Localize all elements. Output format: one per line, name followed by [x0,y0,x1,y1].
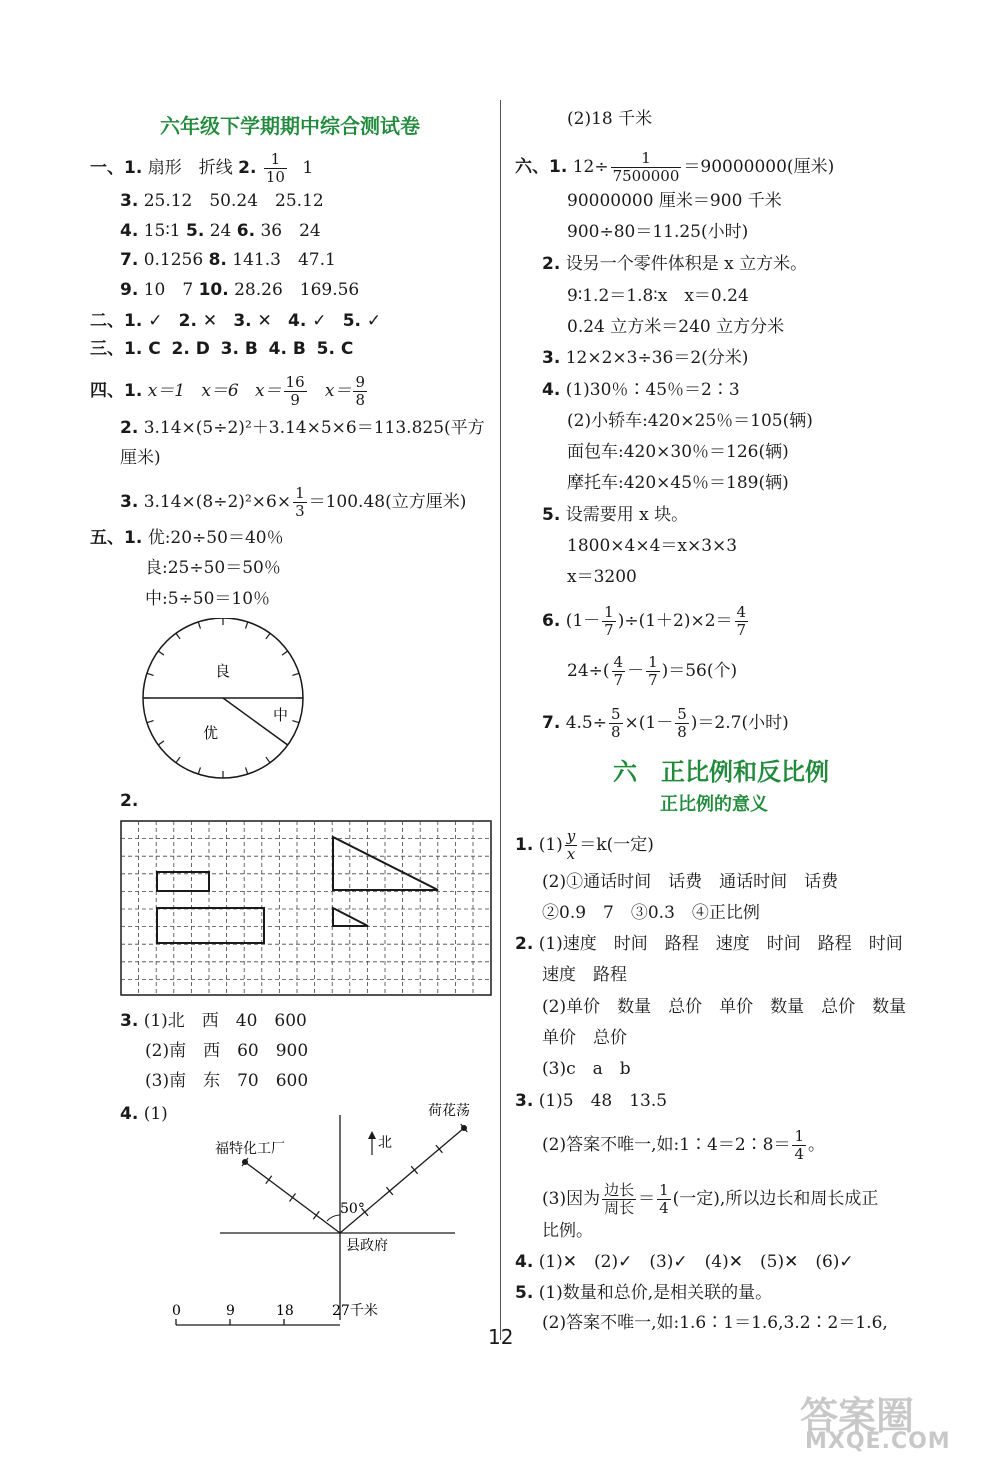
large-rectangle [157,908,264,943]
s5-row3-l2: (2)南 西 60 900 [145,1041,309,1061]
q5-row2: (2)答案不唯一,如:1.6∶1＝1.6,3.2∶2＝1.6, [542,1313,888,1333]
r6-row1-l2: 90000000 厘米＝900 千米 [567,191,782,211]
q1-row1: 1. (1) $\frac{y}{x}$ ＝k(一定) [515,827,654,863]
r6-row1-l3: 900÷80＝11.25(小时) [567,222,749,242]
s5-row1-l2: 良:25÷50＝50％ [145,558,281,578]
small-triangle [333,908,368,926]
s5-row4: 4. (1) [120,1104,168,1124]
angle-label: 50° [340,1201,365,1217]
s1-row1: 一、1. 扇形 折线 2. $\frac{1}{10}$ 1 [90,150,314,186]
r6-row5: 5. 设需要用 x 块。 [542,505,689,525]
r6-row4-l2: (2)小轿车:420×25％＝105(辆) [567,411,813,431]
pie-label-mid: 中 [273,706,289,724]
r6-row3: 3. 12×2×3÷36＝2(分米) [542,348,749,368]
s4-row2b: 厘米) [120,448,161,468]
q2-row4: 单价 总价 [542,1028,627,1048]
lotus-label: 荷花荡 [428,1103,470,1119]
s4-row3: 3. 3.14×(8÷2)²×6× $\frac{1}{3}$ ＝100.48(立方厘米) [120,484,467,520]
chapter-subtitle: 正比例的意义 [660,794,768,815]
column-divider [500,100,501,1340]
s5-row3: 3. (1)北 西 40 600 [120,1011,307,1031]
small-rectangle [157,872,209,891]
s5-row1-l3: 中:5÷50＝10％ [145,589,271,609]
s5-row1: 五、1. 优:20÷50＝40％ [90,528,284,548]
r6-row5-l2: 1800×4×4＝x×3×3 [567,536,738,556]
fraction: $\frac{1}{10}$ [265,150,285,186]
s5-row3-l3: (3)南 东 70 600 [145,1071,309,1091]
chapter-title: 六 正比例和反比例 [613,758,829,786]
svg-text:9: 9 [226,1303,235,1319]
gov-label: 县政府 [346,1238,388,1254]
q2-row3: (2)单价 数量 总价 单价 数量 总价 数量 [542,997,907,1017]
r6-row2: 2. 设另一个零件体积是 x 立方米。 [542,254,808,274]
r6-row1: 六、1. 12÷ $\frac{1}{7500000}$ ＝90000000(厘米) [515,149,835,185]
s1-row7: 7. 0.1256 8. 141.3 47.1 [120,250,336,270]
north-label: 北 [378,1135,392,1151]
s3-row: 三、1. C 2. D 3. B 4. B 5. C [90,339,354,359]
q1-row3: ②0.9 7 ③0.3 ④正比例 [542,903,760,923]
r6-row4-l4: 摩托车:420×45％＝189(辆) [567,473,789,493]
q3-row2: (2)答案不唯一,如:1∶4＝2∶8＝ $\frac{1}{4}$ 。 [542,1127,826,1163]
right-top-line: (2)18 千米 [567,109,653,129]
watermark-logo: 答案圈 MXQE.COM [800,1394,951,1454]
r6-row6b: 24÷( $\frac{4}{7}$ － $\frac{1}{7}$ )＝56(个) [567,653,738,689]
svg-text:27千米: 27千米 [332,1303,378,1319]
r6-row2-l3: 0.24 立方米＝240 立方分米 [567,317,785,337]
page-number: 12 [488,1325,514,1349]
pie-chart [135,618,315,788]
q3-row3: (3)因为 $\frac{\text{边长}}{\text{周长}}$ ＝ $\frac{1}{4}$ (一定),所以边长和周长成正 [542,1181,879,1217]
pie-label-good: 良 [215,662,231,680]
s5-row2: 2. [120,791,139,811]
q2-row2: 速度 路程 [542,965,627,985]
q3-row4: 比例。 [542,1221,593,1241]
large-triangle [333,837,438,890]
s4-row2: 2. 3.14×(5÷2)²＋3.14×5×6＝113.825(平方 [120,418,485,438]
svg-text:0: 0 [172,1303,181,1319]
s1-row4: 4. 15∶1 5. 24 6. 36 24 [120,221,321,241]
pie-label-excellent: 优 [203,724,219,742]
r6-row5-l3: x＝3200 [567,567,637,587]
r6-row6a: 6. (1－ $\frac{1}{7}$ )÷(1＋2)×2＝ $\frac{4}{7}$ [542,603,747,639]
s4-row1: 四、1. x＝1 x＝6 x＝ $\frac{16}{9}$ x＝ $\frac{9}{8}$ [90,373,365,409]
r6-row4: 4. (1)30％∶45％＝2∶3 [542,380,740,400]
q5-row1: 5. (1)数量和总价,是相关联的量。 [515,1283,773,1303]
r6-row7: 7. 4.5÷ $\frac{5}{8}$ ×(1－ $\frac{5}{8}$ )＝2.7(小时) [542,705,789,741]
s2-row: 二、1. ✓ 2. ✕ 3. ✕ 4. ✓ 5. ✓ [90,311,382,331]
grid-figure [120,820,494,998]
q4-row: 4. (1)✕ (2)✓ (3)✓ (4)✕ (5)✕ (6)✓ [515,1252,854,1272]
s1-row9: 9. 10 7 10. 28.26 169.56 [120,280,360,300]
r6-row2-l2: 9∶1.2＝1.8∶x x＝0.24 [567,286,749,306]
map-figure [160,1095,500,1330]
q2-row5: (3)c a b [542,1059,631,1079]
svg-text:18: 18 [276,1303,294,1319]
q3-row1: 3. (1)5 48 13.5 [515,1091,668,1111]
s1-row3: 3. 25.12 50.24 25.12 [120,191,324,211]
r6-row4-l3: 面包车:420×30％＝126(辆) [567,442,789,462]
test-title: 六年级下学期期中综合测试卷 [160,114,420,138]
q1-row2: (2)①通话时间 话费 通话时间 话费 [542,872,839,892]
factory-label: 福特化工厂 [215,1141,285,1157]
q2-row1: 2. (1)速度 时间 路程 速度 时间 路程 时间 [515,934,903,954]
